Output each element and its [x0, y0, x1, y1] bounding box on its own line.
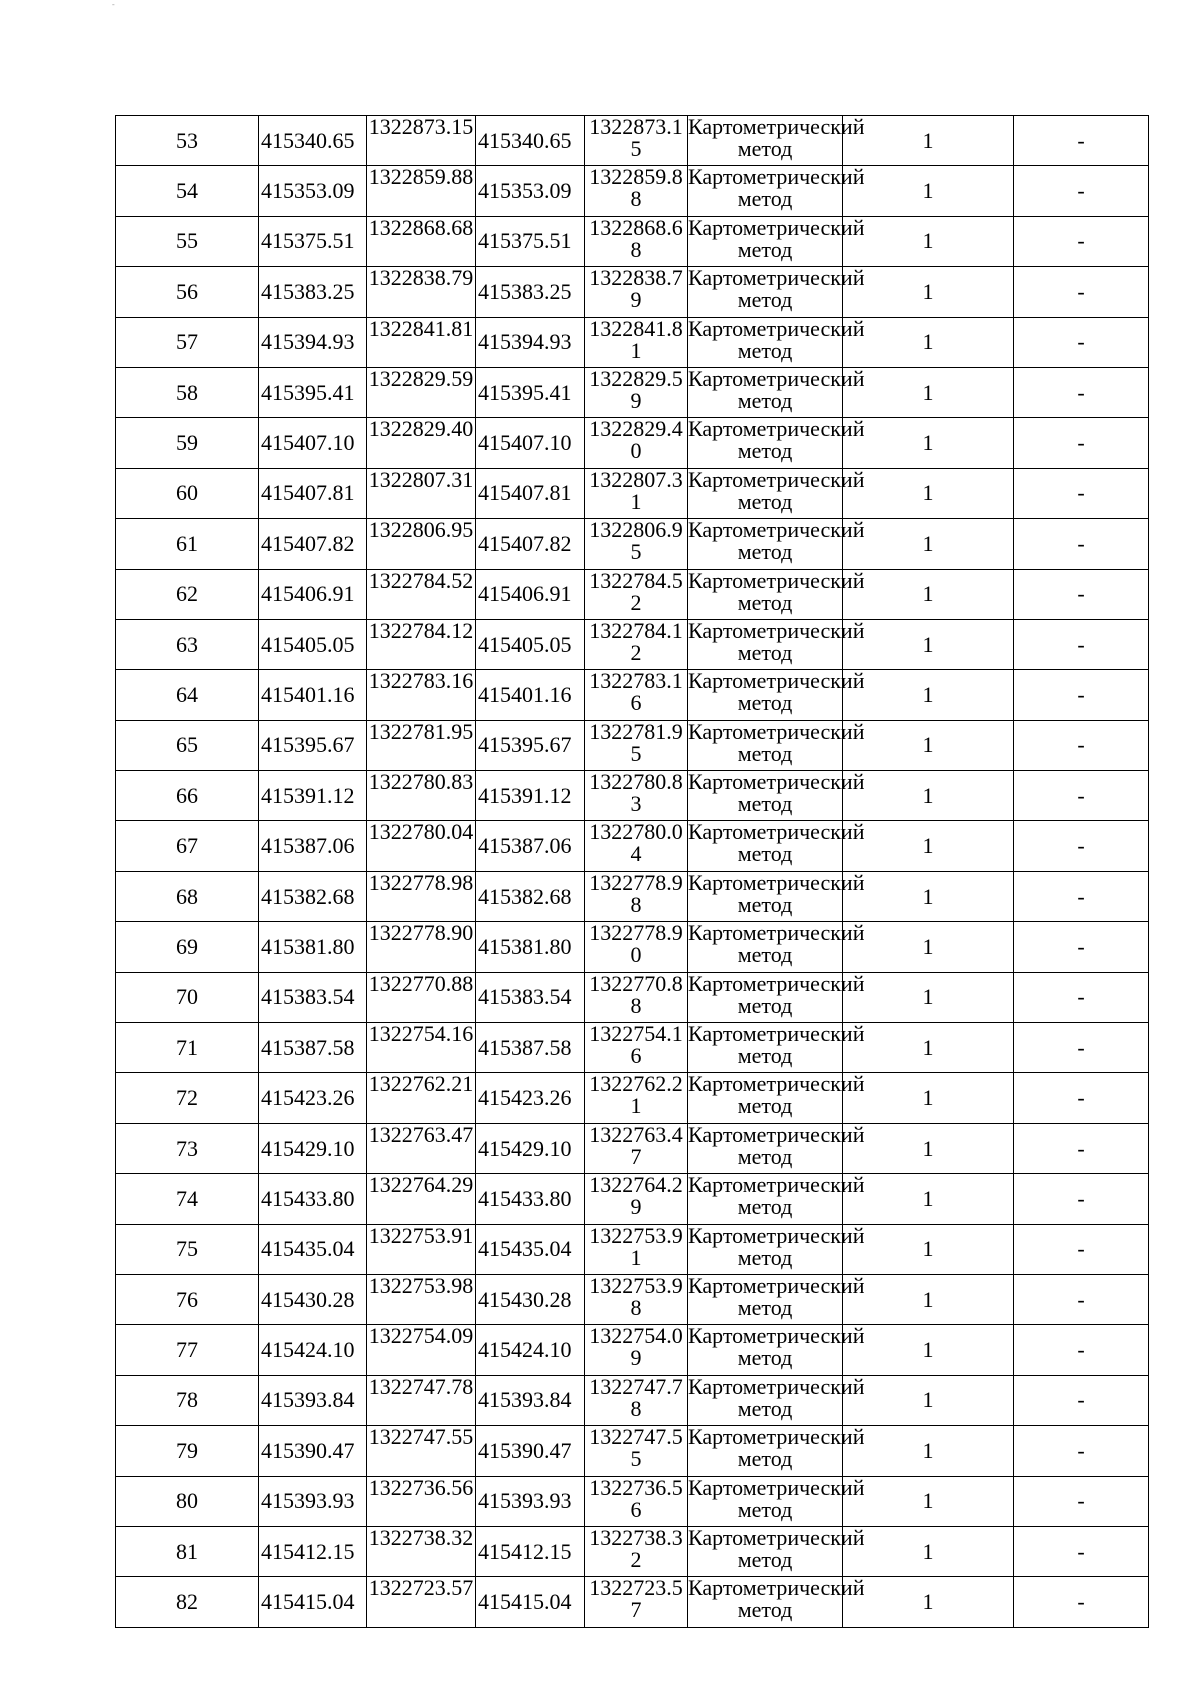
note-cell: -: [1014, 1224, 1149, 1274]
point-number-cell: 70: [116, 972, 259, 1022]
x-new-cell: 415393.93: [476, 1476, 585, 1526]
y-existing-cell: 1322770.88: [367, 972, 476, 1022]
accuracy-cell: 1: [843, 1577, 1014, 1627]
x-existing-cell: 415375.51: [259, 216, 367, 266]
x-existing-cell: 415430.28: [259, 1274, 367, 1324]
x-existing-cell: 415407.10: [259, 418, 367, 468]
point-number-cell: 64: [116, 670, 259, 720]
y-new-cell: 1322807.31: [585, 468, 688, 518]
y-new-cell: 1322753.91: [585, 1224, 688, 1274]
y-existing-cell: 1322778.90: [367, 922, 476, 972]
accuracy-cell: 1: [843, 1073, 1014, 1123]
x-existing-cell: 415393.93: [259, 1476, 367, 1526]
note-cell: -: [1014, 1274, 1149, 1324]
accuracy-cell: 1: [843, 1224, 1014, 1274]
x-new-cell: 415381.80: [476, 922, 585, 972]
accuracy-cell: 1: [843, 1174, 1014, 1224]
x-existing-cell: 415340.65: [259, 116, 367, 166]
y-existing-cell: 1322747.78: [367, 1375, 476, 1425]
x-existing-cell: 415395.41: [259, 367, 367, 417]
x-new-cell: 415430.28: [476, 1274, 585, 1324]
method-cell: Картометрический метод: [688, 1274, 843, 1324]
accuracy-cell: 1: [843, 367, 1014, 417]
y-existing-cell: 1322807.31: [367, 468, 476, 518]
note-cell: -: [1014, 771, 1149, 821]
table-row: [116, 871, 1149, 921]
table-row: [116, 771, 1149, 821]
x-existing-cell: 415424.10: [259, 1325, 367, 1375]
point-number-cell: 58: [116, 367, 259, 417]
accuracy-cell: 1: [843, 972, 1014, 1022]
x-existing-cell: 415407.81: [259, 468, 367, 518]
method-cell: Картометрический метод: [688, 821, 843, 871]
table-row: [116, 1526, 1149, 1576]
table-row: [116, 468, 1149, 518]
note-cell: -: [1014, 1375, 1149, 1425]
x-new-cell: 415394.93: [476, 317, 585, 367]
y-existing-cell: 1322738.32: [367, 1526, 476, 1576]
note-cell: -: [1014, 569, 1149, 619]
method-cell: Картометрический метод: [688, 468, 843, 518]
x-existing-cell: 415429.10: [259, 1123, 367, 1173]
point-number-cell: 69: [116, 922, 259, 972]
accuracy-cell: 1: [843, 1023, 1014, 1073]
table-row: [116, 519, 1149, 569]
table-row: [116, 1224, 1149, 1274]
y-new-cell: 1322841.81: [585, 317, 688, 367]
x-new-cell: 415395.67: [476, 720, 585, 770]
x-existing-cell: 415353.09: [259, 166, 367, 216]
table-row: [116, 1577, 1149, 1627]
table-row: [116, 1426, 1149, 1476]
note-cell: -: [1014, 871, 1149, 921]
accuracy-cell: 1: [843, 1476, 1014, 1526]
x-new-cell: 415435.04: [476, 1224, 585, 1274]
y-new-cell: 1322783.16: [585, 670, 688, 720]
x-existing-cell: 415433.80: [259, 1174, 367, 1224]
y-new-cell: 1322806.95: [585, 519, 688, 569]
accuracy-cell: 1: [843, 871, 1014, 921]
y-new-cell: 1322723.57: [585, 1577, 688, 1627]
table-row: [116, 1023, 1149, 1073]
y-existing-cell: 1322763.47: [367, 1123, 476, 1173]
method-cell: Картометрический метод: [688, 972, 843, 1022]
accuracy-cell: 1: [843, 267, 1014, 317]
y-existing-cell: 1322753.98: [367, 1274, 476, 1324]
y-new-cell: 1322764.29: [585, 1174, 688, 1224]
point-number-cell: 67: [116, 821, 259, 871]
method-cell: Картометрический метод: [688, 1174, 843, 1224]
y-new-cell: 1322778.90: [585, 922, 688, 972]
x-existing-cell: 415395.67: [259, 720, 367, 770]
point-number-cell: 62: [116, 569, 259, 619]
point-number-cell: 60: [116, 468, 259, 518]
point-number-cell: 57: [116, 317, 259, 367]
y-existing-cell: 1322841.81: [367, 317, 476, 367]
method-cell: Картометрический метод: [688, 116, 843, 166]
point-number-cell: 73: [116, 1123, 259, 1173]
x-existing-cell: 415383.25: [259, 267, 367, 317]
x-new-cell: 415407.10: [476, 418, 585, 468]
point-number-cell: 53: [116, 116, 259, 166]
x-existing-cell: 415387.06: [259, 821, 367, 871]
y-existing-cell: 1322784.52: [367, 569, 476, 619]
table-row: [116, 216, 1149, 266]
method-cell: Картометрический метод: [688, 367, 843, 417]
method-cell: Картометрический метод: [688, 519, 843, 569]
method-cell: Картометрический метод: [688, 166, 843, 216]
method-cell: Картометрический метод: [688, 569, 843, 619]
y-new-cell: 1322738.32: [585, 1526, 688, 1576]
method-cell: Картометрический метод: [688, 771, 843, 821]
x-new-cell: 415383.54: [476, 972, 585, 1022]
x-new-cell: 415423.26: [476, 1073, 585, 1123]
note-cell: -: [1014, 922, 1149, 972]
x-existing-cell: 415415.04: [259, 1577, 367, 1627]
point-number-cell: 55: [116, 216, 259, 266]
x-existing-cell: 415435.04: [259, 1224, 367, 1274]
table-row: [116, 1123, 1149, 1173]
y-new-cell: 1322873.15: [585, 116, 688, 166]
accuracy-cell: 1: [843, 720, 1014, 770]
x-new-cell: 415429.10: [476, 1123, 585, 1173]
accuracy-cell: 1: [843, 216, 1014, 266]
x-new-cell: 415353.09: [476, 166, 585, 216]
y-new-cell: 1322736.56: [585, 1476, 688, 1526]
point-number-cell: 71: [116, 1023, 259, 1073]
y-existing-cell: 1322784.12: [367, 619, 476, 669]
note-cell: -: [1014, 418, 1149, 468]
note-cell: -: [1014, 1023, 1149, 1073]
point-number-cell: 82: [116, 1577, 259, 1627]
y-new-cell: 1322770.88: [585, 972, 688, 1022]
point-number-cell: 72: [116, 1073, 259, 1123]
method-cell: Картометрический метод: [688, 317, 843, 367]
x-existing-cell: 415401.16: [259, 670, 367, 720]
accuracy-cell: 1: [843, 166, 1014, 216]
y-new-cell: 1322838.79: [585, 267, 688, 317]
point-number-cell: 78: [116, 1375, 259, 1425]
note-cell: -: [1014, 821, 1149, 871]
accuracy-cell: 1: [843, 771, 1014, 821]
note-cell: -: [1014, 1526, 1149, 1576]
y-new-cell: 1322754.09: [585, 1325, 688, 1375]
x-new-cell: 415424.10: [476, 1325, 585, 1375]
x-new-cell: 415395.41: [476, 367, 585, 417]
accuracy-cell: 1: [843, 1123, 1014, 1173]
table-row: [116, 619, 1149, 669]
x-existing-cell: 415381.80: [259, 922, 367, 972]
table-row: [116, 1325, 1149, 1375]
x-new-cell: 415393.84: [476, 1375, 585, 1425]
accuracy-cell: 1: [843, 116, 1014, 166]
accuracy-cell: 1: [843, 468, 1014, 518]
y-existing-cell: 1322873.15: [367, 116, 476, 166]
note-cell: -: [1014, 216, 1149, 266]
point-number-cell: 59: [116, 418, 259, 468]
method-cell: Картометрический метод: [688, 1023, 843, 1073]
y-new-cell: 1322747.55: [585, 1426, 688, 1476]
page-corner-mark: -: [112, 0, 115, 9]
note-cell: -: [1014, 519, 1149, 569]
y-existing-cell: 1322736.56: [367, 1476, 476, 1526]
method-cell: Картометрический метод: [688, 922, 843, 972]
x-new-cell: 415382.68: [476, 871, 585, 921]
x-existing-cell: 415405.05: [259, 619, 367, 669]
note-cell: -: [1014, 619, 1149, 669]
method-cell: Картометрический метод: [688, 1526, 843, 1576]
y-existing-cell: 1322780.83: [367, 771, 476, 821]
point-number-cell: 63: [116, 619, 259, 669]
table-row: [116, 821, 1149, 871]
y-existing-cell: 1322806.95: [367, 519, 476, 569]
accuracy-cell: 1: [843, 1526, 1014, 1576]
point-number-cell: 76: [116, 1274, 259, 1324]
y-existing-cell: 1322783.16: [367, 670, 476, 720]
table-row: [116, 1174, 1149, 1224]
note-cell: -: [1014, 1577, 1149, 1627]
table-row: [116, 922, 1149, 972]
point-number-cell: 54: [116, 166, 259, 216]
x-new-cell: 415415.04: [476, 1577, 585, 1627]
point-number-cell: 65: [116, 720, 259, 770]
method-cell: Картометрический метод: [688, 1325, 843, 1375]
x-existing-cell: 415383.54: [259, 972, 367, 1022]
y-new-cell: 1322754.16: [585, 1023, 688, 1073]
y-existing-cell: 1322829.59: [367, 367, 476, 417]
point-number-cell: 80: [116, 1476, 259, 1526]
x-new-cell: 415406.91: [476, 569, 585, 619]
point-number-cell: 79: [116, 1426, 259, 1476]
accuracy-cell: 1: [843, 519, 1014, 569]
table-row: [116, 116, 1149, 166]
x-existing-cell: 415393.84: [259, 1375, 367, 1425]
y-existing-cell: 1322762.21: [367, 1073, 476, 1123]
x-existing-cell: 415394.93: [259, 317, 367, 367]
y-existing-cell: 1322778.98: [367, 871, 476, 921]
method-cell: Картометрический метод: [688, 619, 843, 669]
y-existing-cell: 1322754.09: [367, 1325, 476, 1375]
table-row: [116, 1375, 1149, 1425]
method-cell: Картометрический метод: [688, 1224, 843, 1274]
method-cell: Картометрический метод: [688, 1426, 843, 1476]
note-cell: -: [1014, 1174, 1149, 1224]
method-cell: Картометрический метод: [688, 1375, 843, 1425]
y-new-cell: 1322762.21: [585, 1073, 688, 1123]
y-new-cell: 1322784.12: [585, 619, 688, 669]
x-new-cell: 415387.58: [476, 1023, 585, 1073]
coordinates-table-body: [116, 116, 1149, 1628]
point-number-cell: 68: [116, 871, 259, 921]
y-existing-cell: 1322764.29: [367, 1174, 476, 1224]
accuracy-cell: 1: [843, 619, 1014, 669]
x-existing-cell: 415390.47: [259, 1426, 367, 1476]
method-cell: Картометрический метод: [688, 418, 843, 468]
x-new-cell: 415340.65: [476, 116, 585, 166]
method-cell: Картометрический метод: [688, 670, 843, 720]
y-existing-cell: 1322747.55: [367, 1426, 476, 1476]
note-cell: -: [1014, 720, 1149, 770]
y-existing-cell: 1322781.95: [367, 720, 476, 770]
x-new-cell: 415383.25: [476, 267, 585, 317]
note-cell: -: [1014, 367, 1149, 417]
accuracy-cell: 1: [843, 670, 1014, 720]
y-existing-cell: 1322753.91: [367, 1224, 476, 1274]
x-existing-cell: 415407.82: [259, 519, 367, 569]
table-row: [116, 367, 1149, 417]
x-existing-cell: 415412.15: [259, 1526, 367, 1576]
accuracy-cell: 1: [843, 1375, 1014, 1425]
point-number-cell: 75: [116, 1224, 259, 1274]
method-cell: Картометрический метод: [688, 871, 843, 921]
table-row: [116, 720, 1149, 770]
x-existing-cell: 415382.68: [259, 871, 367, 921]
accuracy-cell: 1: [843, 1274, 1014, 1324]
accuracy-cell: 1: [843, 418, 1014, 468]
y-existing-cell: 1322838.79: [367, 267, 476, 317]
x-new-cell: 415375.51: [476, 216, 585, 266]
method-cell: Картометрический метод: [688, 1577, 843, 1627]
accuracy-cell: 1: [843, 1325, 1014, 1375]
table-row: [116, 569, 1149, 619]
coordinates-table: [115, 115, 1149, 1628]
point-number-cell: 56: [116, 267, 259, 317]
x-new-cell: 415433.80: [476, 1174, 585, 1224]
x-new-cell: 415401.16: [476, 670, 585, 720]
method-cell: Картометрический метод: [688, 267, 843, 317]
x-new-cell: 415387.06: [476, 821, 585, 871]
x-new-cell: 415412.15: [476, 1526, 585, 1576]
point-number-cell: 66: [116, 771, 259, 821]
table-row: [116, 1274, 1149, 1324]
x-new-cell: 415407.82: [476, 519, 585, 569]
table-row: [116, 267, 1149, 317]
x-new-cell: 415390.47: [476, 1426, 585, 1476]
accuracy-cell: 1: [843, 821, 1014, 871]
y-new-cell: 1322859.88: [585, 166, 688, 216]
note-cell: -: [1014, 1123, 1149, 1173]
table-row: [116, 972, 1149, 1022]
y-new-cell: 1322829.40: [585, 418, 688, 468]
table-row: [116, 1476, 1149, 1526]
y-new-cell: 1322781.95: [585, 720, 688, 770]
accuracy-cell: 1: [843, 1426, 1014, 1476]
table-row: [116, 1073, 1149, 1123]
note-cell: -: [1014, 670, 1149, 720]
table-row: [116, 166, 1149, 216]
y-existing-cell: 1322859.88: [367, 166, 476, 216]
y-new-cell: 1322784.52: [585, 569, 688, 619]
note-cell: -: [1014, 1476, 1149, 1526]
note-cell: -: [1014, 1426, 1149, 1476]
note-cell: -: [1014, 1073, 1149, 1123]
y-new-cell: 1322868.68: [585, 216, 688, 266]
y-new-cell: 1322780.83: [585, 771, 688, 821]
note-cell: -: [1014, 317, 1149, 367]
point-number-cell: 81: [116, 1526, 259, 1576]
method-cell: Картометрический метод: [688, 216, 843, 266]
point-number-cell: 61: [116, 519, 259, 569]
method-cell: Картометрический метод: [688, 720, 843, 770]
table-row: [116, 418, 1149, 468]
method-cell: Картометрический метод: [688, 1123, 843, 1173]
x-existing-cell: 415387.58: [259, 1023, 367, 1073]
y-existing-cell: 1322723.57: [367, 1577, 476, 1627]
x-existing-cell: 415406.91: [259, 569, 367, 619]
y-existing-cell: 1322829.40: [367, 418, 476, 468]
x-new-cell: 415405.05: [476, 619, 585, 669]
y-new-cell: 1322829.59: [585, 367, 688, 417]
note-cell: -: [1014, 468, 1149, 518]
y-existing-cell: 1322780.04: [367, 821, 476, 871]
y-new-cell: 1322753.98: [585, 1274, 688, 1324]
y-new-cell: 1322763.47: [585, 1123, 688, 1173]
note-cell: -: [1014, 267, 1149, 317]
table-row: [116, 670, 1149, 720]
accuracy-cell: 1: [843, 922, 1014, 972]
y-new-cell: 1322747.78: [585, 1375, 688, 1425]
note-cell: -: [1014, 166, 1149, 216]
note-cell: -: [1014, 972, 1149, 1022]
table-row: [116, 317, 1149, 367]
x-existing-cell: 415391.12: [259, 771, 367, 821]
x-new-cell: 415391.12: [476, 771, 585, 821]
point-number-cell: 77: [116, 1325, 259, 1375]
accuracy-cell: 1: [843, 569, 1014, 619]
note-cell: -: [1014, 116, 1149, 166]
point-number-cell: 74: [116, 1174, 259, 1224]
x-existing-cell: 415423.26: [259, 1073, 367, 1123]
y-existing-cell: 1322868.68: [367, 216, 476, 266]
method-cell: Картометрический метод: [688, 1476, 843, 1526]
y-existing-cell: 1322754.16: [367, 1023, 476, 1073]
y-new-cell: 1322780.04: [585, 821, 688, 871]
y-new-cell: 1322778.98: [585, 871, 688, 921]
accuracy-cell: 1: [843, 317, 1014, 367]
method-cell: Картометрический метод: [688, 1073, 843, 1123]
note-cell: -: [1014, 1325, 1149, 1375]
x-new-cell: 415407.81: [476, 468, 585, 518]
